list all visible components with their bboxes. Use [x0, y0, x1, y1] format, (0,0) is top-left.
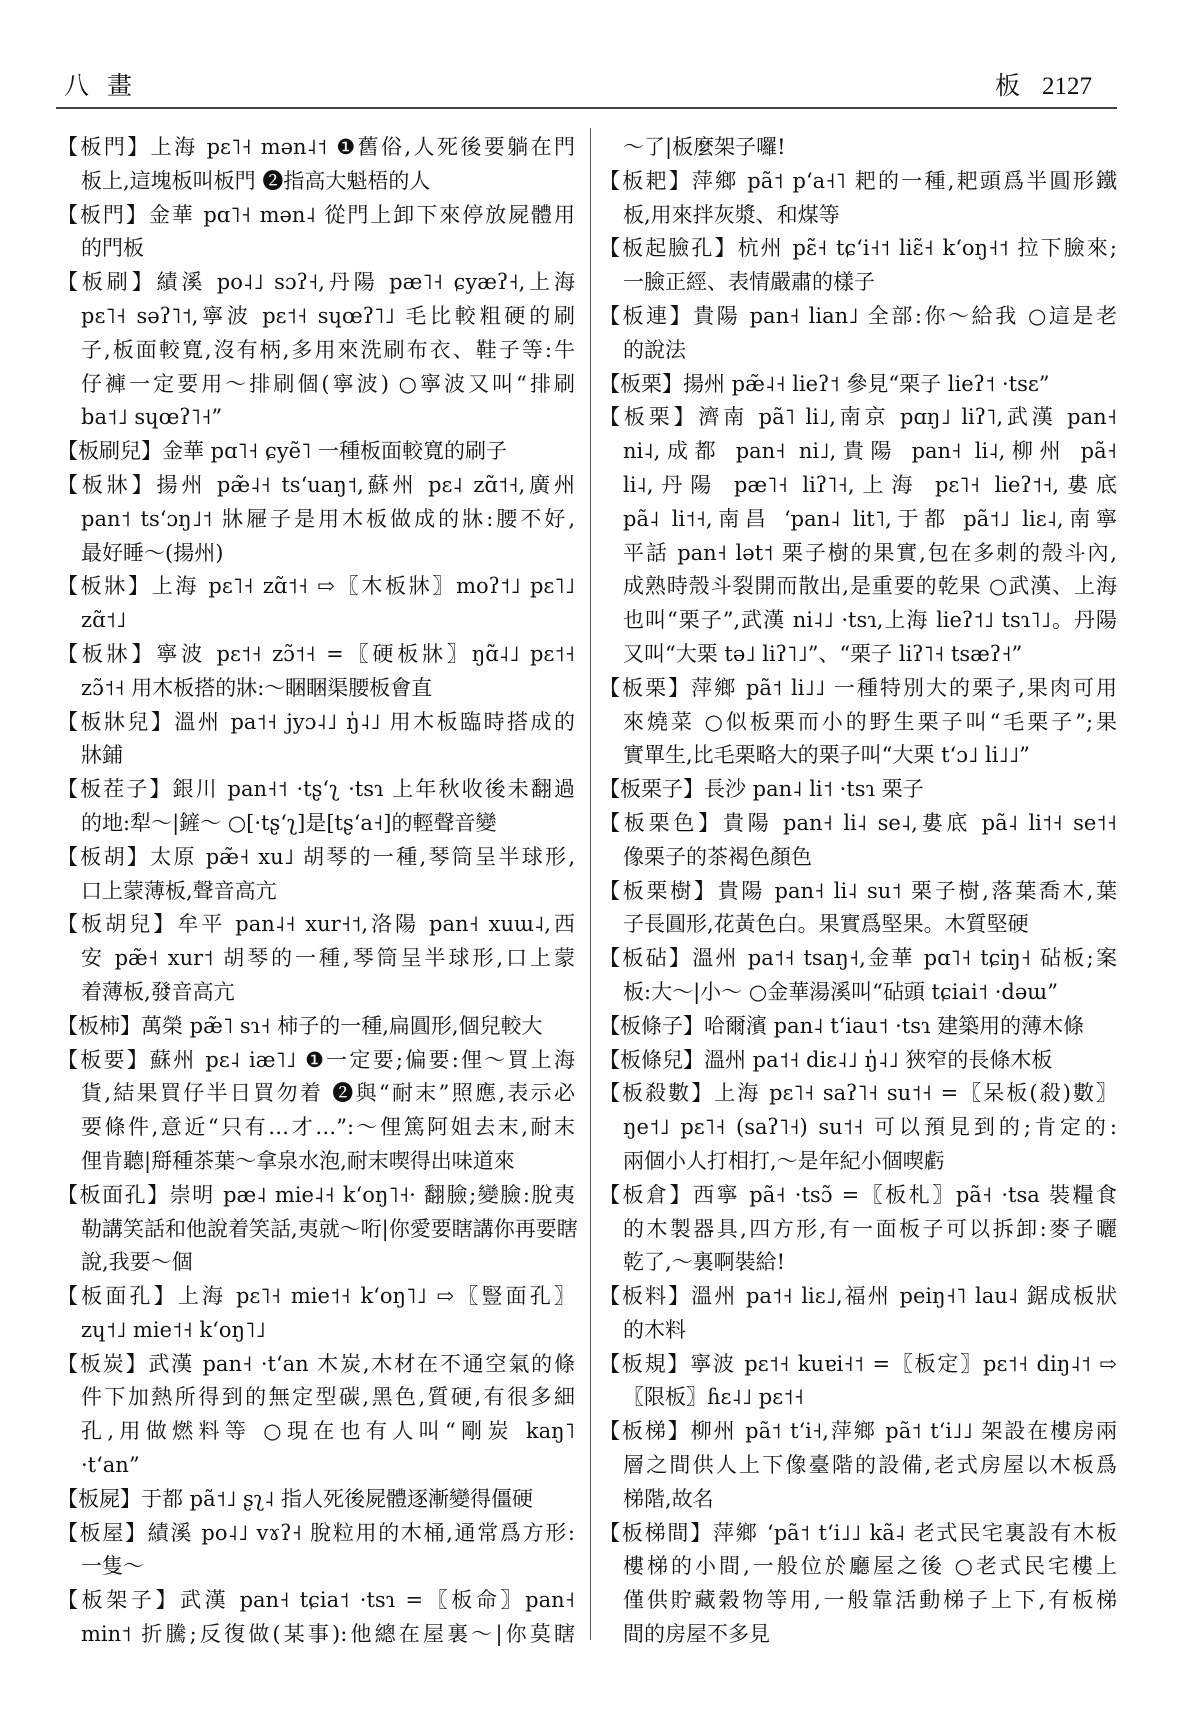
entry-headline: 【板梯】柳州 pã˦ tʻi˧,萍鄉 pã˦ tʻi˩˩ 架設在樓房兩	[599, 1419, 1117, 1444]
entry-line: 子長圓形,花黃色白。果實爲堅果。木質堅硬	[623, 912, 1029, 937]
entry-headline: 【板胡】太原 pæ̃˧ xu˩ 胡琴的一種,琴筒呈半球形,	[57, 844, 575, 869]
dictionary-entry	[57, 1584, 575, 1652]
dictionary-entry	[599, 1077, 1117, 1178]
entry-line: 孔,用做燃料等 ○現在也有人叫“剛炭 kaŋ˥	[81, 1419, 575, 1444]
dictionary-entry	[57, 1280, 575, 1348]
entry-headline: 【板屋】績溪 po˨˩ vɤʔ˧ 脫粒用的木桶,通常爲方形:	[57, 1520, 575, 1545]
dictionary-entry	[599, 368, 1117, 402]
dictionary-entry	[599, 300, 1117, 368]
dictionary-entry	[57, 570, 575, 638]
entry-headline: 【板規】寧波 pɛ˦˧ kuɐi˧˦ =〖板定〗pɛ˦˧ diŋ˨˦ ⇨	[599, 1351, 1117, 1376]
dictionary-entry	[599, 875, 1117, 943]
entry-line: zɥ˦˩ mie˦˧ kʻoŋ˥˩	[81, 1317, 266, 1342]
entry-line: 層之間供人上下像臺階的設備,老式房屋以木板爲	[623, 1453, 1117, 1478]
entry-line: 板:大～|小～ ○金華湯溪叫“砧頭 tɕiai˦ ·dəɯ”	[623, 979, 1058, 1004]
entry-line: 平話 pan˧ lət˦ 栗子樹的果實,包在多刺的殼斗內,	[623, 540, 1117, 565]
entry-line: 的木製器具,四方形,有一面板子可以拆卸:麥子曬	[623, 1216, 1117, 1241]
dictionary-entry	[599, 232, 1117, 300]
entry-headline: 【板胡兒】牟平 pan˨˧ xur˧˦,洛陽 pan˧ xuɯ˨,西	[57, 912, 575, 937]
entry-line: 要條件,意近“只有…才…”:～俚篤阿姐去末,耐末	[81, 1115, 575, 1140]
entry-line: 板,用來拌灰漿、和煤等	[623, 202, 840, 227]
entry-line: 牀鋪	[81, 743, 123, 768]
dictionary-entry	[57, 131, 575, 199]
dictionary-entry	[57, 266, 575, 435]
entry-line: 乾了,～裏啊裝給!	[623, 1250, 786, 1275]
entry-headline: 【板屍】于都 pã˦˩ ʂʅ˨ 指人死後屍體逐漸變得僵硬	[57, 1486, 534, 1511]
entry-headline: 【板砧】溫州 pa˦˧ tsaŋ˧,金華 pɑ˥˧ tɕiŋ˧ 砧板;案	[599, 946, 1117, 971]
entry-headline: 【板牀兒】溫州 pa˦˧ jyɔ˨˩ ŋ̍˨˩ 用木板臨時搭成的	[57, 709, 575, 734]
entry-headline: 【板栗】萍鄉 pã˦ li˩˩ 一種特別大的栗子,果肉可用	[599, 675, 1117, 700]
entry-headline: 【板茬子】銀川 pan˧˦ ·tʂʻʅ ·tsɿ 上年秋收後未翻過	[57, 777, 575, 802]
entry-headline: 【板架子】武漢 pan˧ tɕia˦ ·tsɿ =〖板命〗pan˧	[57, 1588, 575, 1613]
dictionary-entry	[599, 165, 1117, 233]
entry-headline: 【板倉】西寧 pã˧ ·tsɔ̃ =〖板札〗pã˧ ·tsa 裝糧食	[599, 1182, 1117, 1207]
entry-headline: 【板起臉孔】杭州 pɛ̃˧ tɕʻi˧˦ liɛ̃˧ kʻoŋ˧˦ 拉下臉來;	[599, 236, 1117, 261]
entry-headline: 【板連】貴陽 pan˧ lian˩ 全部:你～給我 ○這是老	[599, 303, 1117, 328]
entry-headline: 【板栗】濟南 pã˥ li˩,南京 pɑŋ˩ liʔ˥,武漢 pan˧	[599, 405, 1117, 430]
entry-line: 俚肯聽|搿種茶葉～拿泉水泡,耐末喫得出味道來	[81, 1148, 515, 1173]
entry-line: 口上蒙薄板,聲音高亢	[81, 878, 277, 903]
entry-line: zɔ̃˦˧ 用木板搭的牀:～睏睏渠腰板會直	[81, 675, 433, 700]
dictionary-entry	[599, 131, 1117, 165]
dictionary-entry	[599, 773, 1117, 807]
entry-headline: 【板栗色】貴陽 pan˧ li˨ se˨,婁底 pã˨ li˦˧ se˦˧	[599, 810, 1117, 835]
entry-headline: 【板柿】萬榮 pæ̃˥ sɿ˧ 柿子的一種,扁圓形,個兒較大	[57, 1013, 543, 1038]
dictionary-entry	[57, 1010, 575, 1044]
entry-line: 一臉正經、表情嚴肅的樣子	[623, 270, 875, 295]
entry-line: ŋe˦˩ pɛ˥˧ (saʔ˥˧) su˦˧ 可以預見到的;肯定的:	[623, 1115, 1117, 1140]
dictionary-entry	[599, 672, 1117, 773]
entry-line: ba˦˩ sɥœʔ˥˧”	[81, 405, 223, 430]
head-character: 板	[994, 71, 1020, 100]
dictionary-entry	[57, 706, 575, 774]
dictionary-entry	[57, 1517, 575, 1585]
entry-headline: 【板料】溫州 pa˦˧ liɛ˩,福州 peiŋ˧˥ lau˨ 鋸成板狀	[599, 1284, 1117, 1309]
entry-line: 僅供貯藏穀物等用,一般靠活動梯子上下,有板梯	[623, 1588, 1117, 1613]
entry-line: 像栗子的茶褐色顏色	[623, 844, 812, 869]
entry-line: 的木料	[623, 1317, 686, 1342]
entry-line: 梯階,故名	[623, 1486, 714, 1511]
entry-line: ni˨,成都 pan˧ ni˩,貴陽 pan˧ li˨,柳州 pã˧	[623, 439, 1117, 464]
entry-line: pan˦ tsʻɔŋ˩˦ 牀屜子是用木板做成的牀:腰不好,	[81, 506, 575, 531]
dictionary-entry	[57, 469, 575, 570]
entry-line: 樓梯的小間,一般位於廳屋之後 ○老式民宅樓上	[623, 1554, 1117, 1579]
dictionary-entry	[57, 638, 575, 706]
header-rule	[56, 107, 1117, 109]
entry-headline: 【板梯間】萍鄉 ʻpã˦ tʻi˩˩ kã˨ 老式民宅裏設有木板	[599, 1520, 1117, 1545]
dictionary-entry	[599, 1280, 1117, 1348]
entry-line: pɛ˥˧ səʔ˥˦,寧波 pɛ˦˧ sɥœʔ˥˩ 毛比較粗硬的刷	[81, 303, 575, 328]
dictionary-entry	[599, 1179, 1117, 1280]
entry-line: ～了|板麼架子囉!	[623, 135, 786, 159]
dictionary-entry	[599, 1044, 1117, 1078]
dictionary-entry	[57, 1483, 575, 1517]
entry-line: 的門板	[81, 236, 144, 261]
entry-line: 件下加熱所得到的無定型碳,黑色,質硬,有很多細	[81, 1385, 575, 1410]
entry-line: 子,板面較寬,沒有柄,多用來洗刷布衣、鞋子等:牛	[81, 337, 575, 362]
entry-headline: 【板刷兒】金華 pɑ˥˧ ɕyẽ˥ 一種板面較寬的刷子	[57, 439, 508, 464]
entry-line: 兩個小人打相打,～是年紀小個喫虧	[623, 1148, 945, 1173]
section-heading: 八畫	[64, 71, 151, 100]
entry-headline: 【板條兒】溫州 pa˦˧ diɛ˨˩ ŋ̍˨˩ 狹窄的長條木板	[599, 1047, 1053, 1072]
entry-line: 的地:犁～|鏟～ ○[·tʂʻʅ]是[tʂʻa˧]的輕聲音變	[81, 810, 497, 835]
dictionary-entry	[599, 942, 1117, 1010]
entry-line: 成熟時殼斗裂開而散出,是重要的乾果 ○武漢、上海	[623, 574, 1117, 599]
dictionary-entry	[57, 1179, 578, 1280]
dictionary-entry	[599, 1517, 1117, 1652]
entry-headline: 【板面孔】上海 pɛ˥˧ mie˦˧ kʻoŋ˥˩ ⇨〖豎面孔〗	[57, 1284, 575, 1309]
entry-line: 又叫“大栗 tə˩ liʔ˥˩”、“栗子 liʔ˥˧ tsæʔ˧”	[623, 641, 1023, 666]
entry-line: min˦ 折騰;反復做(某事):他總在屋裏～|你莫瞎	[81, 1622, 575, 1647]
entry-headline: 【板牀】揚州 pæ̃˨˧ tsʻuaŋ˦,蘇州 pɛ˨ zɑ̃˦˧,廣州	[57, 472, 575, 497]
entry-line: ·tʻan”	[81, 1453, 140, 1478]
dictionary-entry	[599, 1348, 1117, 1416]
entry-headline: 【板門】金華 pɑ˥˧ mən˨ 從門上卸下來停放屍體用	[57, 202, 575, 227]
entry-headline: 【板門】上海 pɛ˥˧ mən˨˦ ❶舊俗,人死後要躺在門	[57, 135, 575, 159]
entry-line: 一隻～	[81, 1554, 144, 1579]
entry-headline: 【板面孔】崇明 pæ˨ mie˨˧ kʻoŋ˥˧· 翻臉;變臉:脫夷	[57, 1182, 575, 1207]
dictionary-entry	[57, 435, 575, 469]
entry-line: 勒講笑話和他說着笑話,夷就～哘|你愛要瞎講你再要瞎	[81, 1216, 578, 1241]
entry-headline: 【板刷】績溪 po˨˩ sɔʔ˧,丹陽 pæ˥˧ ɕyæʔ˧,上海	[57, 270, 575, 295]
entry-headline: 【板殺數】上海 pɛ˥˧ saʔ˥˧ su˦˧ =〖呆板(殺)數〗	[599, 1081, 1117, 1106]
entry-line: 實單生,比毛栗略大的栗子叫“大栗 tʻɔ˩ li˩˩”	[623, 743, 1030, 768]
running-head	[995, 66, 1092, 102]
entry-line: 也叫“栗子”,武漢 ni˨˩ ·tsɿ,上海 lieʔ˦˩ tsɿ˥˩。丹陽	[623, 608, 1117, 633]
entry-line: 仔褲一定要用～排刷個(寧波) ○寧波又叫“排刷	[81, 371, 575, 396]
entry-line: pã˨ li˦˧,南昌 ʻpan˨ lit˥,于都 pã˦˩ liɛ˨,南寧	[623, 506, 1117, 531]
entry-headline: 【板牀】寧波 pɛ˦˧ zɔ̃˦˧ =〖硬板牀〗ŋɑ̃˨˩ pɛ˦˧	[57, 641, 575, 666]
dictionary-entry	[57, 1348, 575, 1483]
entry-headline: 【板條子】哈爾濱 pan˨ tʻiau˦ ·tsɿ 建築用的薄木條	[599, 1013, 1085, 1038]
column-left	[57, 131, 578, 1652]
dictionary-entry	[599, 1010, 1117, 1044]
column-divider	[590, 128, 591, 1640]
entry-line: 來燒菜 ○似板栗而小的野生栗子叫“毛栗子”;果	[623, 709, 1117, 734]
entry-headline: 【板栗樹】貴陽 pan˧ li˨ su˦ 栗子樹,落葉喬木,葉	[599, 878, 1117, 903]
entry-line: 說,我要～個	[81, 1250, 193, 1275]
entry-line: li˨,丹陽 pæ˥˧ liʔ˥˧,上海 pɛ˥˧ lieʔ˦˧,婁底	[623, 472, 1117, 497]
dictionary-entry	[599, 807, 1117, 875]
dictionary-entry	[57, 199, 575, 267]
page-number: 2127	[1042, 73, 1092, 100]
dictionary-entry	[57, 908, 575, 1009]
entry-line: zɑ̃˦˩	[81, 608, 127, 633]
entry-line: 貨,結果買仔半日買勿着 ❷與“耐末”照應,表示必	[81, 1081, 575, 1106]
entry-line: 最好睡～(揚州)	[81, 540, 224, 565]
entry-line: 〖限板〗ɦɛ˨˩ pɛ˦˧	[623, 1385, 804, 1410]
entry-line: 板上,這塊板叫板門 ❷指高大魁梧的人	[81, 168, 431, 193]
entry-headline: 【板炭】武漢 pan˧ ·tʻan 木炭,木材在不通空氣的條	[57, 1351, 575, 1376]
entry-line: 安 pæ̃˧ xur˦ 胡琴的一種,琴筒呈半球形,口上蒙	[81, 946, 575, 971]
entry-headline: 【板耙】萍鄉 pã˦ pʻa˧˥ 耙的一種,耙頭爲半圓形鐵	[599, 168, 1117, 193]
dictionary-entry	[599, 1415, 1117, 1516]
entry-headline: 【板栗子】長沙 pan˨ li˦ ·tsɿ 栗子	[599, 777, 924, 802]
dictionary-entry	[57, 1044, 575, 1179]
entry-line: 的說法	[623, 337, 686, 362]
entry-line: 着薄板,發音高亢	[81, 979, 235, 1004]
dictionary-entry	[599, 401, 1117, 671]
dictionary-entry	[57, 773, 575, 841]
entry-headline: 【板栗】揚州 pæ̃˨˧ lieʔ˦ 參見“栗子 lieʔ˦ ·tsɛ”	[599, 371, 1050, 396]
entry-headline: 【板要】蘇州 pɛ˨ iæ˥˩ ❶一定要;偏要:俚～買上海	[57, 1047, 575, 1072]
column-right	[599, 131, 1117, 1652]
entry-line: 間的房屋不多見	[623, 1622, 770, 1647]
entry-headline: 【板牀】上海 pɛ˥˧ zɑ̃˦˧ ⇨〖木板牀〗moʔ˦˩ pɛ˥˩	[57, 574, 575, 599]
dictionary-entry	[57, 841, 575, 909]
